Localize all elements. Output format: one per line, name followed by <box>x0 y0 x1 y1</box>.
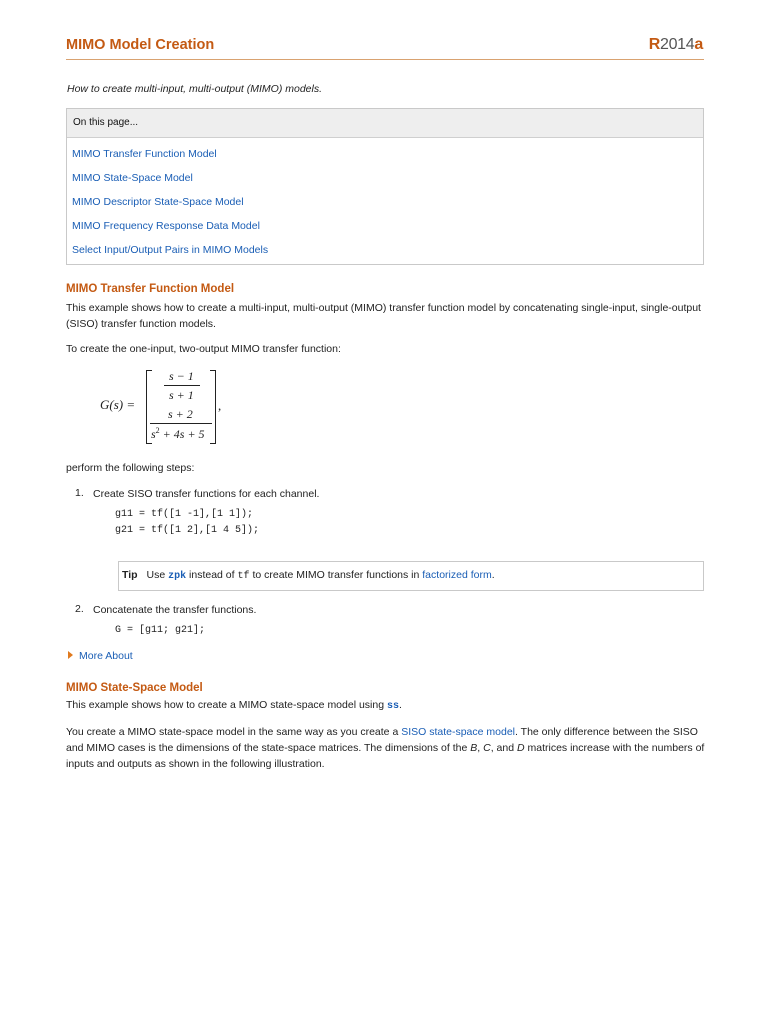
release-letter: R <box>648 36 660 53</box>
release-suffix: a <box>694 36 703 53</box>
tip-box <box>118 561 704 591</box>
toc-link-select-io-pairs[interactable]: Select Input/Output Pairs in MIMO Models <box>72 244 269 256</box>
toc-link-mimo-descriptor-state-space[interactable]: MIMO Descriptor State-Space Model <box>72 196 244 208</box>
header-divider <box>66 59 704 60</box>
siso-state-space-link[interactable]: SISO state-space model <box>401 726 516 738</box>
ss-link[interactable]: ss <box>386 701 399 712</box>
step1-code-line2: g21 = tf([1 2],[1 4 5]); <box>115 525 260 536</box>
tf-code: tf <box>237 571 250 582</box>
step2-text: Concatenate the transfer functions. <box>93 604 257 616</box>
tip-use: Use <box>146 569 166 581</box>
section1-intro: This example shows how to create a multi-input, multi-output (MIMO) transfer function model by concatenating single-input, single-output (SISO) transfer function models. <box>66 302 701 330</box>
toc-link-mimo-frequency-response[interactable]: MIMO Frequency Response Data Model <box>72 220 260 232</box>
step1-number: 1. <box>75 487 84 499</box>
row1-denominator: s + 1 <box>169 388 194 402</box>
section2-intro: This example shows how to create a MIMO state-space model using ss. <box>66 699 402 712</box>
toc-link-mimo-transfer-function[interactable]: MIMO Transfer Function Model <box>72 148 217 160</box>
page-title: MIMO Model Creation <box>66 37 215 53</box>
toc-heading: On this page... <box>67 109 703 138</box>
factorized-form-link[interactable]: factorized form <box>422 569 492 581</box>
row2-numerator: s + 2 <box>168 407 193 421</box>
tip-instead: instead of <box>189 569 235 581</box>
perform-steps-text: perform the following steps: <box>66 462 195 474</box>
page-subtitle: How to create multi-input, multi-output (MIMO) models. <box>67 83 322 95</box>
tip-label: Tip <box>122 569 138 581</box>
row2-fraction-bar <box>150 423 212 424</box>
step2-number: 2. <box>75 603 84 615</box>
step2-code: G = [g11; g21]; <box>115 625 206 636</box>
section-heading-state-space: MIMO State-Space Model <box>66 682 203 694</box>
zpk-link[interactable]: zpk <box>168 571 187 582</box>
section1-create-text: To create the one-input, two-output MIMO transfer function: <box>66 343 341 355</box>
release-year: 2014 <box>659 36 695 53</box>
row2-denominator: $s^2 + 4s + 5$ <box>151 426 205 441</box>
toc-link-mimo-state-space[interactable]: MIMO State-Space Model <box>72 172 193 184</box>
transfer-function-equation <box>100 368 240 446</box>
tip-rest: to create MIMO transfer functions in <box>252 569 420 581</box>
on-this-page-box <box>66 108 704 265</box>
equation-comma: , <box>218 398 222 413</box>
section2-paragraph: You create a MIMO state-space model in the same way as you create a SISO state-space model. The only difference between the SISO and MIMO cases is the dimensions of the state-space matrices. The dimensions of the B, C, and D matrices increase with the numbers of inputs and outputs as shown in the following illustration. <box>66 726 705 770</box>
row1-numerator: s − 1 <box>169 369 194 383</box>
expand-triangle-icon <box>68 651 73 659</box>
step1-text: Create SISO transfer functions for each channel. <box>93 488 320 500</box>
right-bracket <box>210 370 216 444</box>
more-about-label: More About <box>79 650 133 662</box>
section-heading-transfer-function: MIMO Transfer Function Model <box>66 283 235 295</box>
row1-fraction-bar <box>164 385 200 386</box>
more-about-toggle[interactable] <box>68 650 133 662</box>
step1-code-line1: g11 = tf([1 -1],[1 1]); <box>115 509 254 520</box>
equation-lhs: G(s) = <box>100 397 136 412</box>
tip-content: Tip Use zpk instead of tf to create MIMO transfer functions in factorized form. <box>122 569 495 582</box>
release-badge <box>649 36 703 54</box>
